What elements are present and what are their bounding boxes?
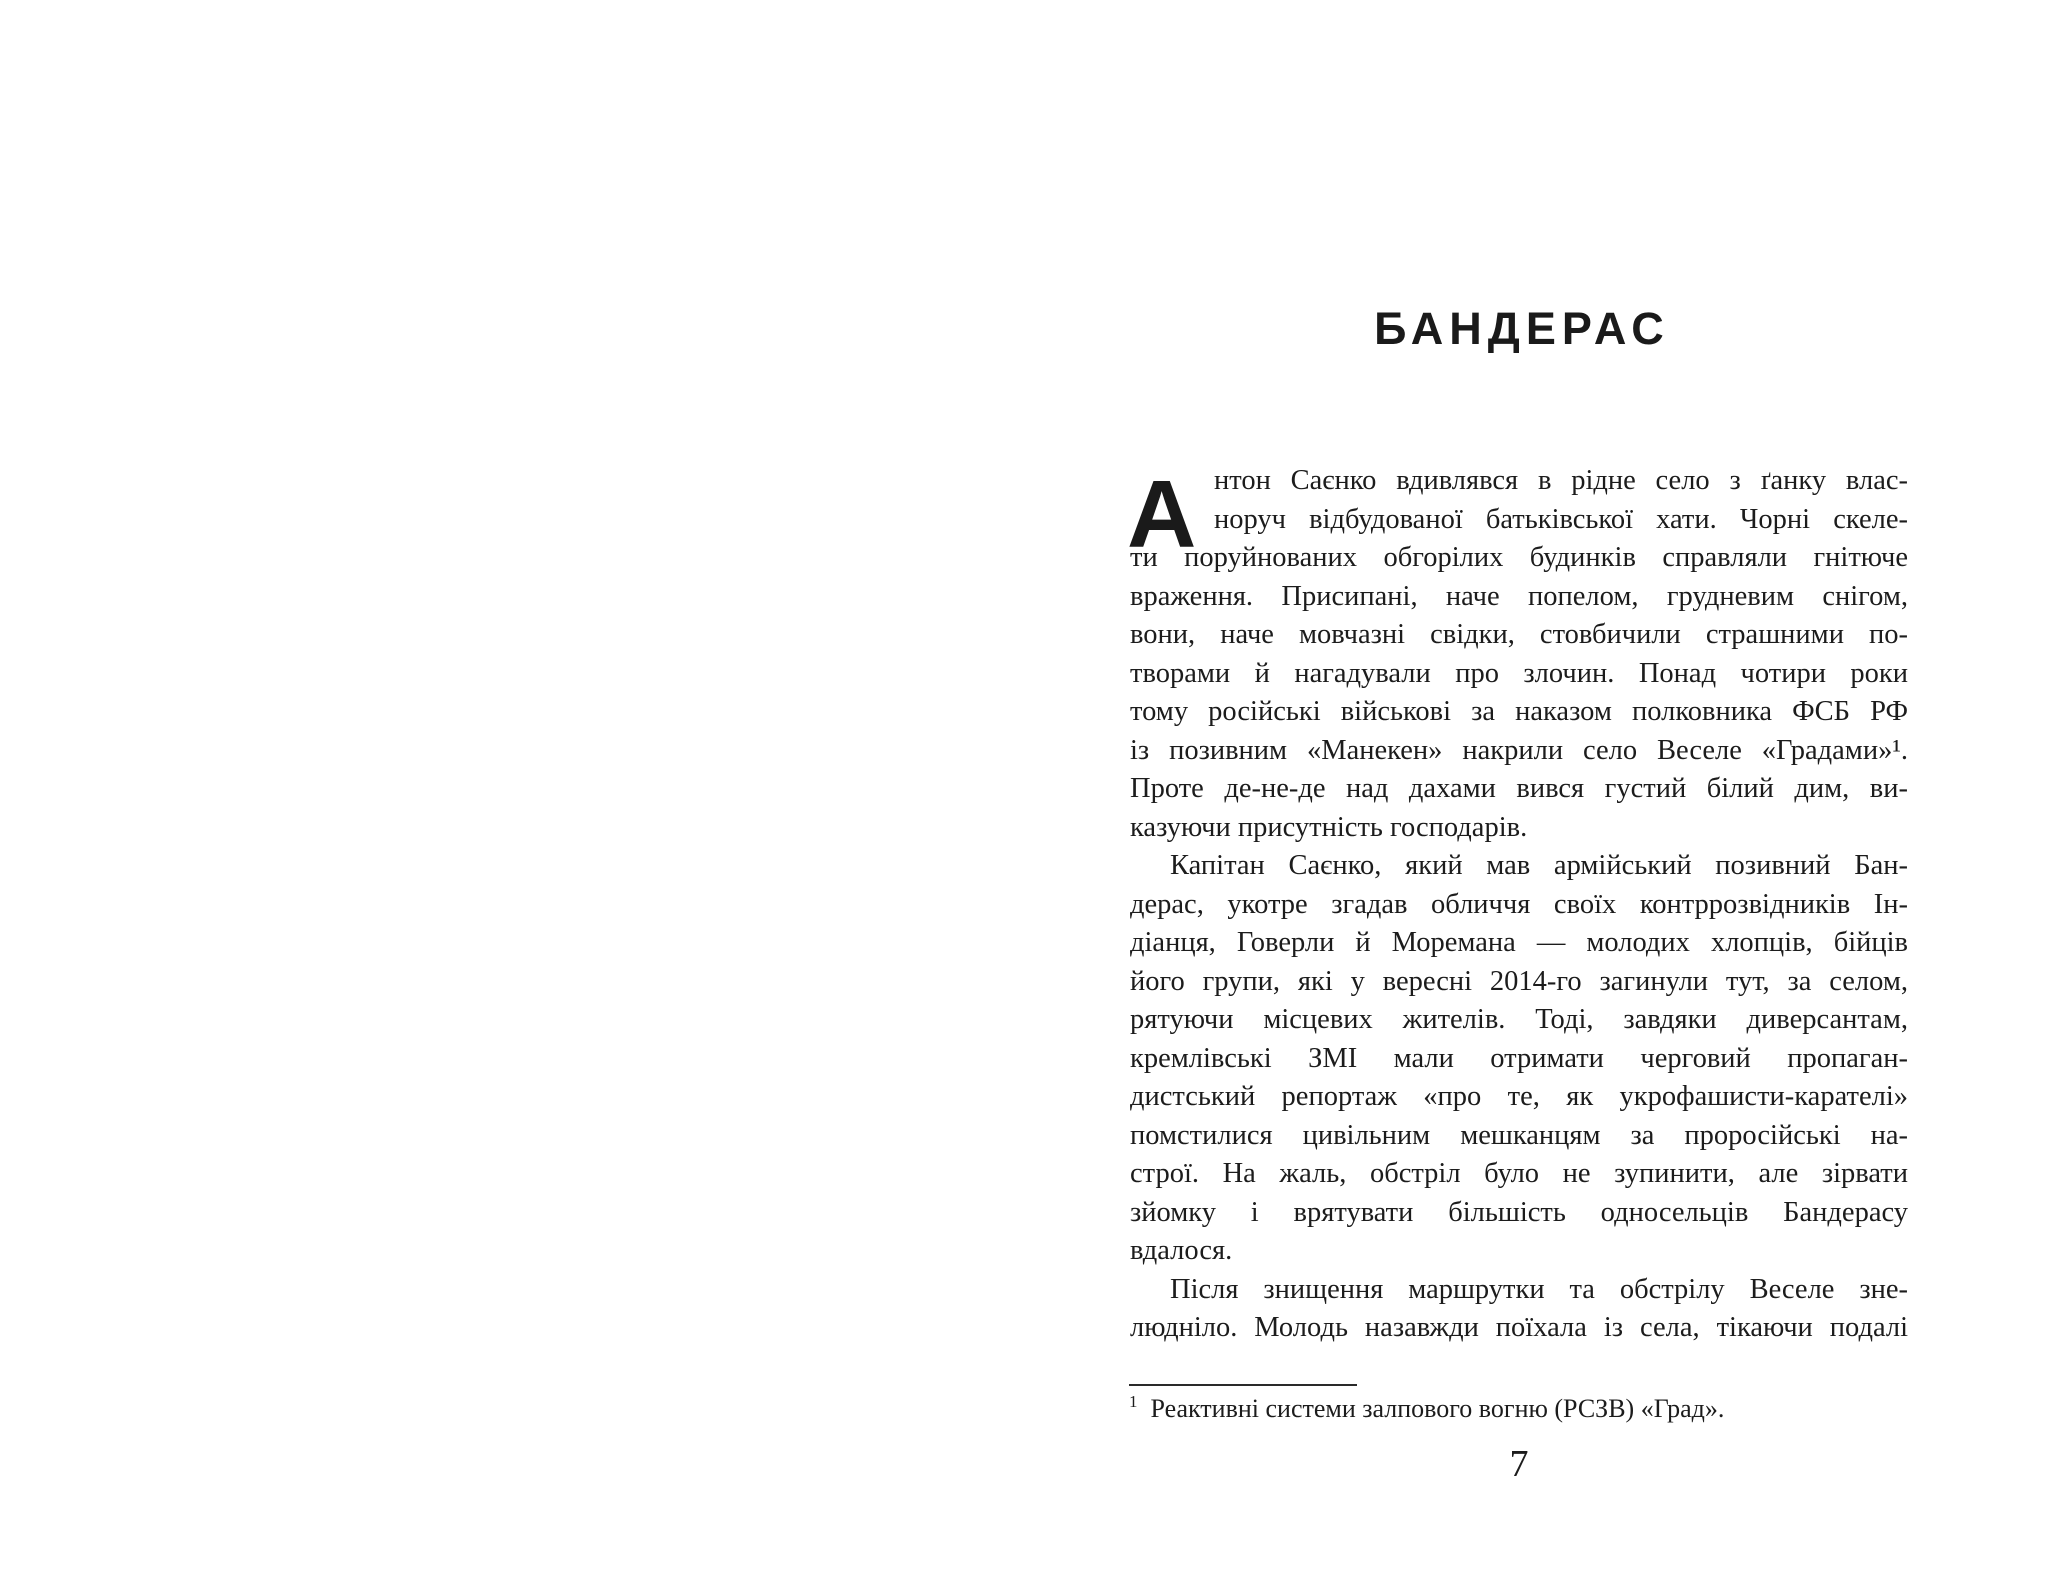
text-line: рятуючи місцевих жителів. Тоді, завдяки диверсантам,: [1130, 1004, 1908, 1035]
text-line: Після знищення маршрутки та обстрілу Веселе зне-: [1170, 1273, 1908, 1305]
text-line: тому російські військові за наказом полковника ФСБ РФ: [1130, 696, 1908, 727]
text-line: дистський репортаж «про те, як укрофашисти-карателі»: [1130, 1081, 1908, 1112]
drop-cap: А: [1127, 461, 1197, 568]
chapter-title: БАНДЕРАС: [1374, 303, 1670, 354]
body-text-column: [1127, 461, 1908, 1348]
text-line: кремлівські ЗМІ мали отримати черговий пропаган-: [1130, 1042, 1908, 1074]
text-line: зйомку і врятувати більшість односельців Бандерасу: [1130, 1196, 1908, 1228]
text-line: діанця, Говерли й Моремана — молодих хлопців, бійців: [1130, 927, 1908, 958]
page-number: 7: [1509, 1443, 1529, 1485]
text-line: вдалося.: [1130, 1235, 1233, 1266]
text-line: вони, наче мовчазні свідки, стовбичили страшними по-: [1130, 619, 1908, 650]
text-line: норуч відбудованої батьківської хати. Чорні скеле-: [1214, 503, 1908, 535]
footnote: [1129, 1393, 1907, 1425]
text-line: дерас, укотре згадав обличчя своїх контррозвідників Ін-: [1130, 888, 1908, 920]
text-line: людніло. Молодь назавжди поїхала із села, тікаючи подалі: [1130, 1312, 1908, 1343]
text-line: ти поруйнованих обгорілих будинків справляли гнітюче: [1130, 542, 1908, 573]
text-line: його групи, які у вересні 2014-го загинули тут, за селом,: [1130, 965, 1908, 997]
footnote-divider: [1129, 1384, 1357, 1386]
text-line: казуючи присутність господарів.: [1130, 811, 1528, 843]
text-line: із позивним «Манекен» накрили село Веселе «Градами»¹.: [1130, 734, 1908, 766]
footnote-text: Реактивні системи залпового вогню (РСЗВ) «Град».: [1150, 1394, 1725, 1423]
text-line: строї. На жаль, обстріл було не зупинити, але зірвати: [1130, 1158, 1908, 1189]
footnote-marker: 1: [1129, 1392, 1138, 1412]
text-line: творами й нагадували про злочин. Понад чотири роки: [1130, 657, 1908, 689]
text-line: нтон Саєнко вдивлявся в рідне село з ґанку влас-: [1214, 465, 1908, 496]
text-line: помстилися цивільним мешканцям за проросійські на-: [1130, 1119, 1908, 1151]
text-line: враження. Присипані, наче попелом, грудневим снігом,: [1130, 580, 1908, 612]
text-line: Проте де-не-де над дахами вився густий білий дим, ви-: [1130, 773, 1908, 804]
text-line: Капітан Саєнко, який мав армійський позивний Бан-: [1170, 850, 1908, 881]
